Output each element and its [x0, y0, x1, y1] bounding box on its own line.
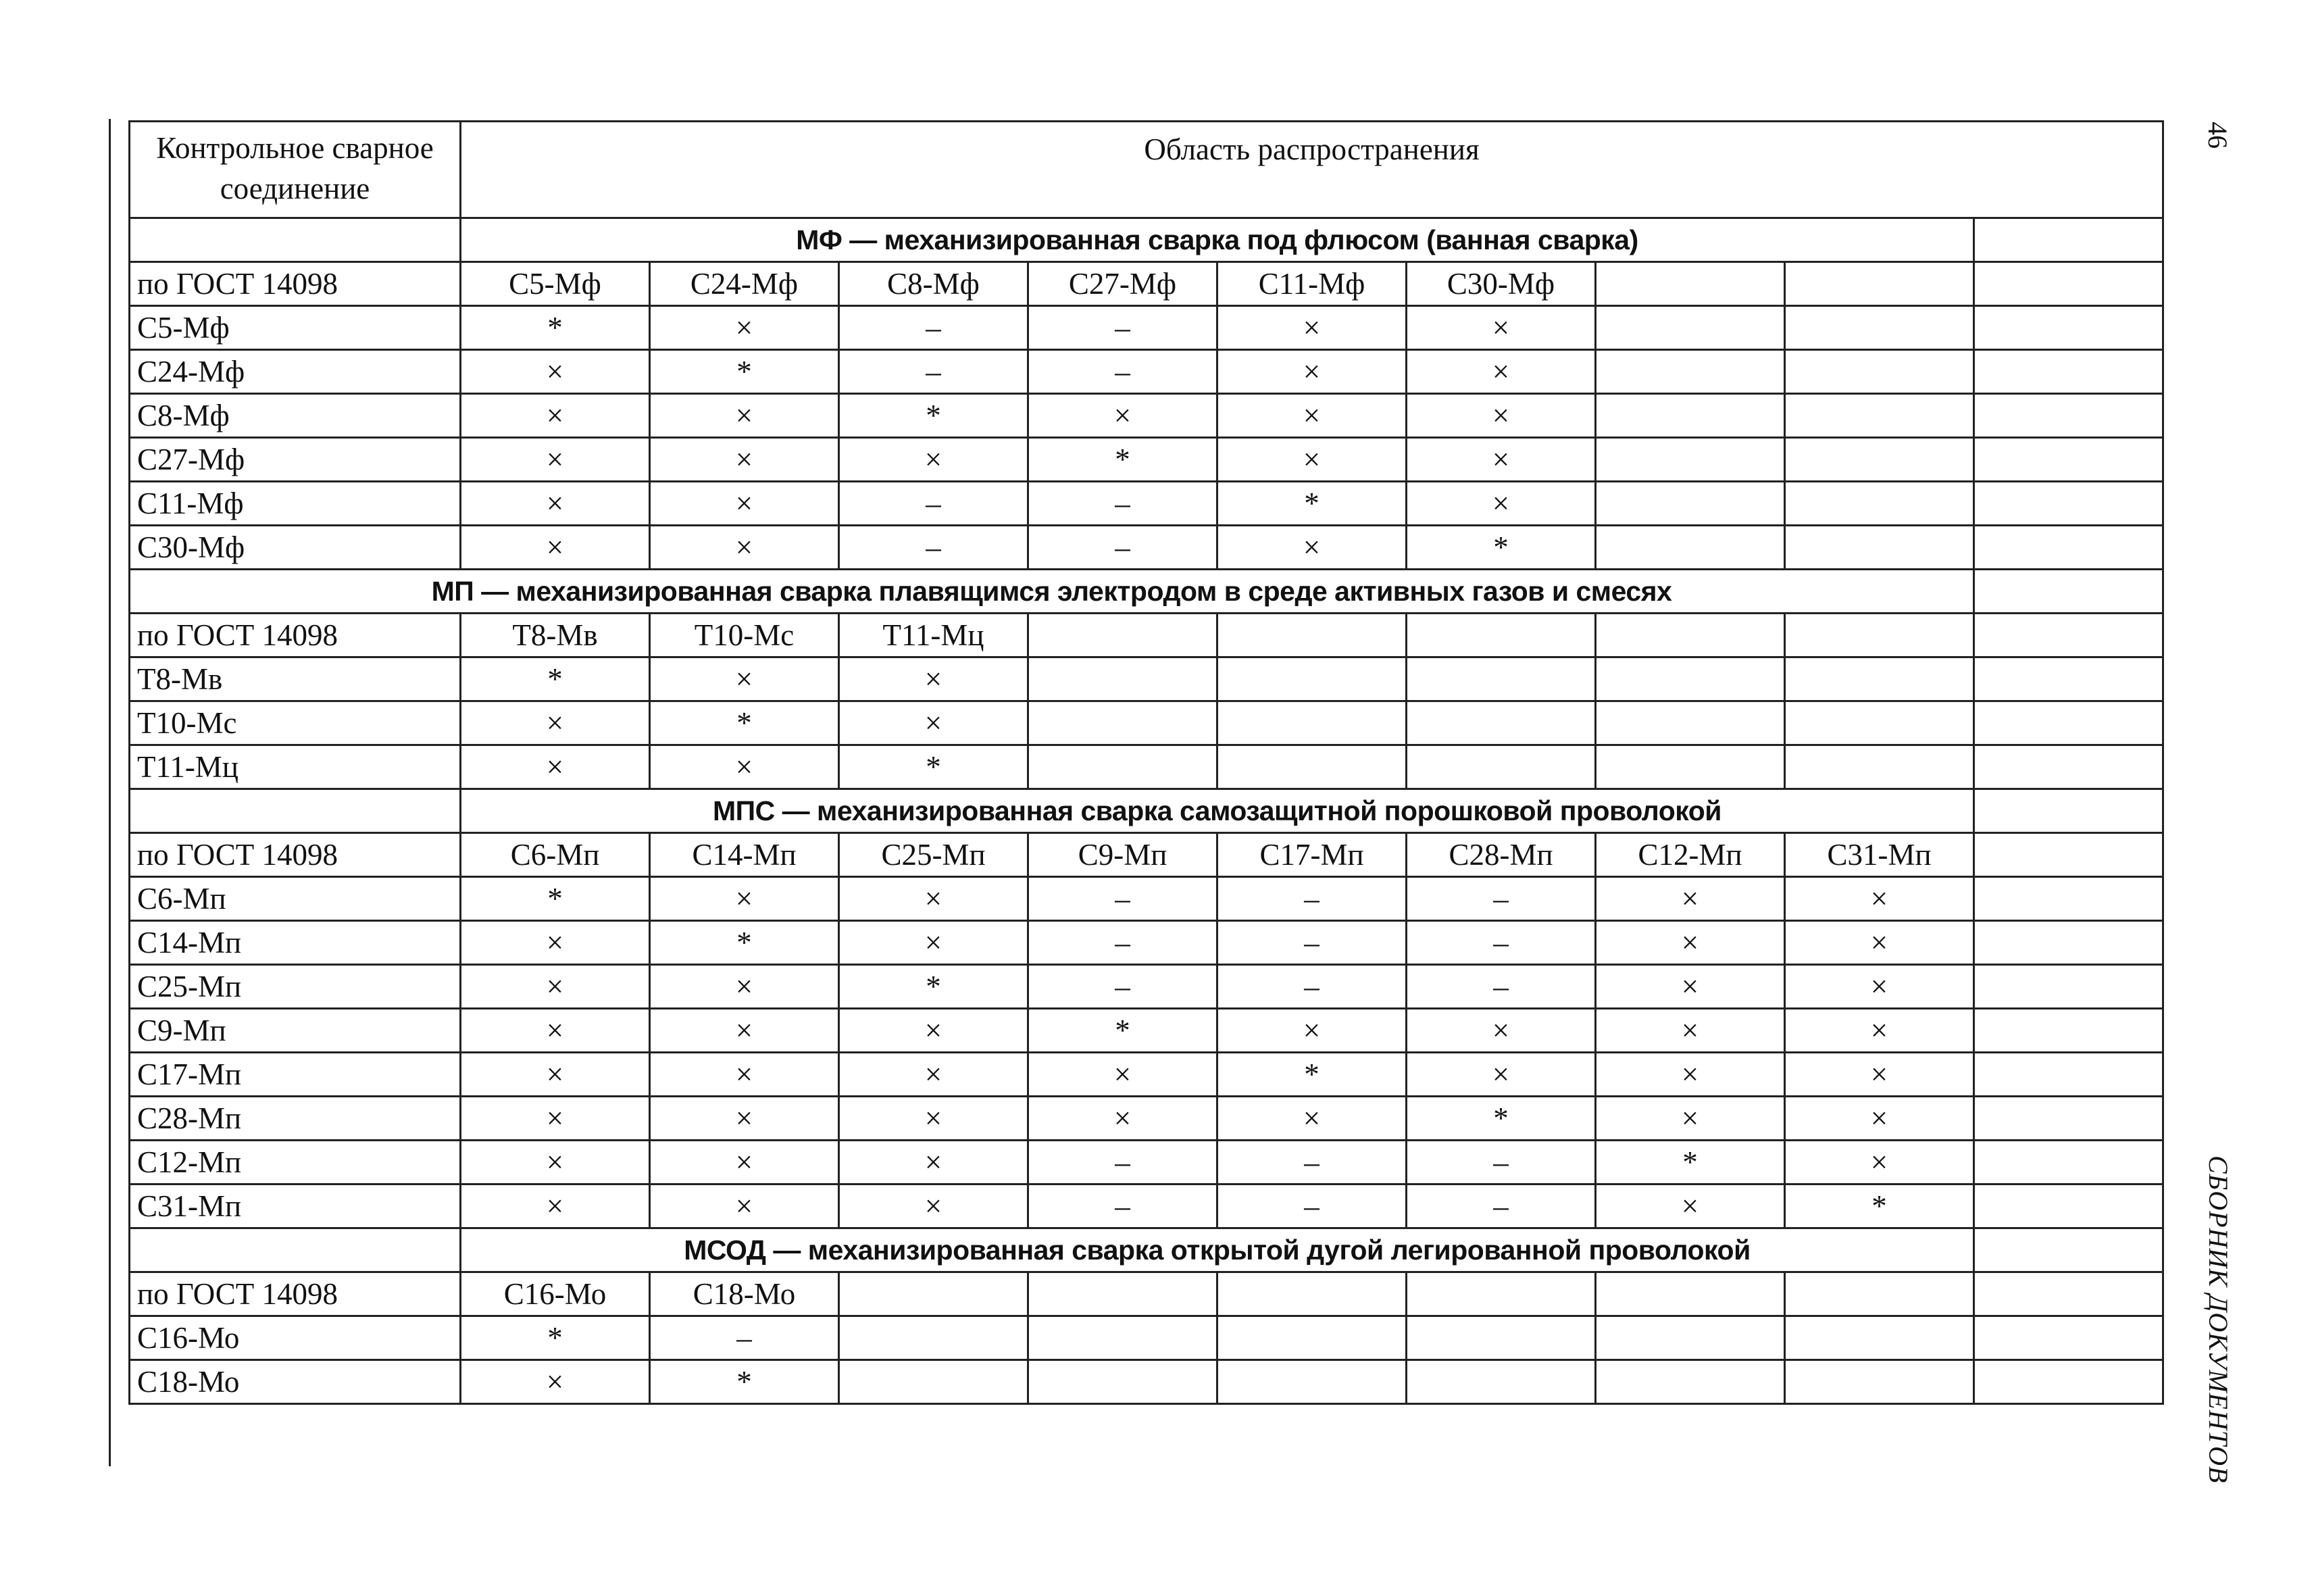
compatibility-cell: – [1407, 965, 1596, 1009]
table-row [130, 657, 2163, 701]
section-title: МПС — механизированная сварка самозащитной порошковой проволокой [461, 789, 1974, 833]
column-header [1596, 262, 1785, 306]
section-title-row [130, 789, 2163, 833]
compatibility-cell: × [1596, 1184, 1785, 1228]
compatibility-cell: × [1407, 482, 1596, 526]
empty-cell [1974, 1097, 2163, 1141]
table-row [130, 921, 2163, 965]
row-label: С17-Мп [130, 1053, 461, 1097]
column-header: С25-Мп [839, 833, 1028, 877]
compatibility-cell: * [461, 657, 650, 701]
empty-cell [1974, 701, 2163, 745]
compatibility-cell: × [1217, 1097, 1407, 1141]
compatibility-cell: × [839, 657, 1028, 701]
gost-label: по ГОСТ 14098 [130, 833, 461, 877]
compatibility-cell: – [1217, 1184, 1407, 1228]
column-header [1596, 1272, 1785, 1316]
compatibility-cell: × [461, 526, 650, 570]
compatibility-cell [1596, 438, 1785, 482]
compatibility-cell: – [1407, 1141, 1596, 1184]
row-label: С11-Мф [130, 482, 461, 526]
compatibility-cell: * [839, 965, 1028, 1009]
compatibility-cell [1596, 701, 1785, 745]
compatibility-cell: × [839, 1097, 1028, 1141]
compatibility-cell: × [461, 1184, 650, 1228]
empty-cell [1974, 438, 2163, 482]
table-row [130, 438, 2163, 482]
compatibility-cell: * [461, 1316, 650, 1360]
compatibility-cell [1785, 1316, 1974, 1360]
column-header [1407, 614, 1596, 657]
empty-cell [130, 789, 461, 833]
compatibility-cell: × [461, 482, 650, 526]
compatibility-cell: – [1028, 877, 1217, 921]
empty-cell [1974, 965, 2163, 1009]
row-label: С28-Мп [130, 1097, 461, 1141]
compatibility-cell [1785, 394, 1974, 438]
compatibility-cell [1028, 745, 1217, 789]
compatibility-cell: – [839, 306, 1028, 350]
compatibility-cell: × [650, 745, 839, 789]
compatibility-cell: – [839, 526, 1028, 570]
compatibility-cell: × [461, 350, 650, 394]
empty-cell [1974, 789, 2163, 833]
compatibility-cell: – [1407, 877, 1596, 921]
table-row [130, 1141, 2163, 1184]
compatibility-cell: – [1028, 306, 1217, 350]
empty-cell [1974, 1141, 2163, 1184]
column-header: С28-Мп [1407, 833, 1596, 877]
header-row [130, 122, 2163, 218]
compatibility-cell: × [650, 526, 839, 570]
compatibility-cell [1785, 306, 1974, 350]
row-label: С14-Мп [130, 921, 461, 965]
compatibility-cell: × [1217, 306, 1407, 350]
empty-cell [1974, 1228, 2163, 1272]
compatibility-cell: × [461, 701, 650, 745]
gost-label: по ГОСТ 14098 [130, 262, 461, 306]
compatibility-cell: × [1407, 438, 1596, 482]
empty-cell [1974, 745, 2163, 789]
column-header-row [130, 614, 2163, 657]
table-row [130, 745, 2163, 789]
empty-cell [1974, 306, 2163, 350]
compatibility-cell [1596, 657, 1785, 701]
empty-cell [130, 1228, 461, 1272]
column-header: С8-Мф [839, 262, 1028, 306]
compatibility-cell: × [461, 1141, 650, 1184]
row-label: С27-Мф [130, 438, 461, 482]
compatibility-cell [1407, 1316, 1596, 1360]
compatibility-cell: × [1596, 1009, 1785, 1053]
compatibility-cell: × [839, 701, 1028, 745]
column-header-row [130, 1272, 2163, 1316]
column-header: Т8-Мв [461, 614, 650, 657]
compatibility-cell [1217, 1360, 1407, 1404]
compatibility-cell: – [1217, 921, 1407, 965]
row-label: С24-Мф [130, 350, 461, 394]
compatibility-cell: * [1596, 1141, 1785, 1184]
compatibility-cell: * [650, 701, 839, 745]
compatibility-cell: × [461, 745, 650, 789]
compatibility-cell: × [650, 877, 839, 921]
compatibility-cell: × [1407, 350, 1596, 394]
row-label: С25-Мп [130, 965, 461, 1009]
column-header [1785, 614, 1974, 657]
compatibility-cell: × [1217, 526, 1407, 570]
compatibility-cell [1596, 526, 1785, 570]
compatibility-cell: × [839, 921, 1028, 965]
compatibility-cell: – [1028, 965, 1217, 1009]
compatibility-cell: × [650, 394, 839, 438]
compatibility-cell [1785, 657, 1974, 701]
compatibility-cell: × [461, 965, 650, 1009]
compatibility-cell: * [1785, 1184, 1974, 1228]
compatibility-cell [1217, 657, 1407, 701]
compatibility-cell: × [839, 438, 1028, 482]
compatibility-cell: – [839, 350, 1028, 394]
compatibility-cell: * [1217, 482, 1407, 526]
gost-label: по ГОСТ 14098 [130, 614, 461, 657]
row-label: С9-Мп [130, 1009, 461, 1053]
table-row [130, 1053, 2163, 1097]
compatibility-cell [1596, 350, 1785, 394]
row-label: С16-Мо [130, 1316, 461, 1360]
compatibility-cell: × [1217, 1009, 1407, 1053]
column-header: С16-Мо [461, 1272, 650, 1316]
compatibility-cell: – [1028, 526, 1217, 570]
column-header: С14-Мп [650, 833, 839, 877]
compatibility-cell: × [1596, 1097, 1785, 1141]
table-row [130, 1316, 2163, 1360]
compatibility-cell: × [1217, 438, 1407, 482]
compatibility-cell: * [1028, 1009, 1217, 1053]
compatibility-cell: – [1407, 1184, 1596, 1228]
compatibility-cell [1217, 1316, 1407, 1360]
compatibility-cell: × [650, 306, 839, 350]
compatibility-cell: × [461, 1053, 650, 1097]
column-header [1028, 1272, 1217, 1316]
empty-cell [1974, 1360, 2163, 1404]
compatibility-cell [1785, 438, 1974, 482]
compatibility-cell: × [1785, 1053, 1974, 1097]
table-row [130, 526, 2163, 570]
compatibility-cell: × [1217, 394, 1407, 438]
compatibility-cell [839, 1360, 1028, 1404]
empty-cell [1974, 921, 2163, 965]
gost-label: по ГОСТ 14098 [130, 1272, 461, 1316]
compatibility-cell: × [1028, 1097, 1217, 1141]
compatibility-cell: × [650, 438, 839, 482]
compatibility-cell: × [1785, 1097, 1974, 1141]
compatibility-cell [1785, 526, 1974, 570]
section-title: МСОД — механизированная сварка открытой дугой легированной проволокой [461, 1228, 1974, 1272]
compatibility-cell [1028, 701, 1217, 745]
compatibility-cell [1785, 482, 1974, 526]
compatibility-cell [839, 1316, 1028, 1360]
empty-cell [1974, 657, 2163, 701]
compatibility-cell: × [1596, 877, 1785, 921]
page-number: 46 [2203, 122, 2233, 149]
empty-cell [1974, 570, 2163, 614]
row-label: Т8-Мв [130, 657, 461, 701]
compatibility-cell [1596, 1360, 1785, 1404]
column-header: С5-Мф [461, 262, 650, 306]
compatibility-cell: * [650, 1360, 839, 1404]
column-header: С9-Мп [1028, 833, 1217, 877]
compatibility-cell [1217, 701, 1407, 745]
empty-cell [1974, 218, 2163, 262]
header-main-cell: Область распространения [461, 122, 2163, 218]
column-header [1407, 1272, 1596, 1316]
compatibility-cell: – [650, 1316, 839, 1360]
compatibility-cell: * [461, 877, 650, 921]
section-title-row [130, 570, 2163, 614]
compatibility-cell: × [1407, 306, 1596, 350]
compatibility-cell: × [1785, 1141, 1974, 1184]
column-header: С12-Мп [1596, 833, 1785, 877]
compatibility-cell [1028, 657, 1217, 701]
table-row [130, 1009, 2163, 1053]
compatibility-cell: × [461, 1097, 650, 1141]
compatibility-cell [1785, 745, 1974, 789]
table-body [130, 122, 2163, 1404]
compatibility-cell: – [1028, 350, 1217, 394]
column-header-row [130, 262, 2163, 306]
empty-cell [1974, 877, 2163, 921]
compatibility-cell: × [1596, 921, 1785, 965]
empty-cell [1974, 1272, 2163, 1316]
column-header [1028, 614, 1217, 657]
compatibility-cell: – [1217, 965, 1407, 1009]
column-header [1217, 614, 1407, 657]
empty-cell [1974, 394, 2163, 438]
compatibility-cell [1407, 657, 1596, 701]
compatibility-cell: × [1407, 1053, 1596, 1097]
compatibility-cell: × [650, 1097, 839, 1141]
empty-cell [1974, 482, 2163, 526]
column-header-row [130, 833, 2163, 877]
column-header: С24-Мф [650, 262, 839, 306]
column-header: С27-Мф [1028, 262, 1217, 306]
compatibility-cell: – [1028, 921, 1217, 965]
compatibility-cell: × [1407, 394, 1596, 438]
compatibility-cell: – [1407, 921, 1596, 965]
compatibility-cell: × [650, 657, 839, 701]
column-header: С31-Мп [1785, 833, 1974, 877]
table-row [130, 877, 2163, 921]
compatibility-cell: – [1217, 877, 1407, 921]
compatibility-cell: * [839, 394, 1028, 438]
empty-cell [1974, 1009, 2163, 1053]
section-title: МФ — механизированная сварка под флюсом (ванная сварка) [461, 218, 1974, 262]
empty-cell [1974, 262, 2163, 306]
column-header: С17-Мп [1217, 833, 1407, 877]
section-title: МП — механизированная сварка плавящимся электродом в среде активных газов и смесях [130, 570, 1974, 614]
compatibility-cell: × [650, 1009, 839, 1053]
compatibility-cell: × [1407, 1009, 1596, 1053]
empty-cell [1974, 1053, 2163, 1097]
compatibility-cell [1596, 306, 1785, 350]
side-title: СБОРНИК ДОКУМЕНТОВ [2203, 1155, 2234, 1484]
row-label: С8-Мф [130, 394, 461, 438]
compatibility-cell: × [461, 438, 650, 482]
coverage-table [128, 120, 2164, 1405]
section-title-row [130, 218, 2163, 262]
compatibility-cell: × [839, 877, 1028, 921]
compatibility-cell [1596, 482, 1785, 526]
compatibility-cell [1785, 1360, 1974, 1404]
compatibility-cell: × [650, 1141, 839, 1184]
header-left-cell: Контрольное сварное соединение [130, 122, 461, 218]
row-label: С12-Мп [130, 1141, 461, 1184]
column-header: С11-Мф [1217, 262, 1407, 306]
column-header [839, 1272, 1028, 1316]
compatibility-cell: × [461, 394, 650, 438]
compatibility-cell [1217, 745, 1407, 789]
table-row [130, 701, 2163, 745]
compatibility-cell: × [650, 1053, 839, 1097]
compatibility-cell: × [1785, 965, 1974, 1009]
compatibility-cell: × [1596, 965, 1785, 1009]
empty-cell [1974, 833, 2163, 877]
compatibility-cell: – [1028, 1141, 1217, 1184]
table-row [130, 1360, 2163, 1404]
empty-cell [1974, 350, 2163, 394]
row-label: Т11-Мц [130, 745, 461, 789]
compatibility-cell [1407, 701, 1596, 745]
compatibility-cell: * [839, 745, 1028, 789]
compatibility-cell: × [461, 1360, 650, 1404]
compatibility-cell: * [1407, 526, 1596, 570]
empty-cell [130, 218, 461, 262]
compatibility-cell [1785, 701, 1974, 745]
compatibility-cell: × [839, 1009, 1028, 1053]
table-row [130, 1097, 2163, 1141]
row-label: Т10-Мс [130, 701, 461, 745]
compatibility-cell: × [1028, 1053, 1217, 1097]
table-row [130, 1184, 2163, 1228]
compatibility-cell: × [1596, 1053, 1785, 1097]
compatibility-cell: – [1217, 1141, 1407, 1184]
compatibility-cell [1407, 1360, 1596, 1404]
column-header: Т10-Мс [650, 614, 839, 657]
compatibility-cell: × [839, 1141, 1028, 1184]
compatibility-cell: × [650, 965, 839, 1009]
empty-cell [1974, 526, 2163, 570]
compatibility-cell [1785, 350, 1974, 394]
column-header [1596, 614, 1785, 657]
compatibility-cell: × [839, 1184, 1028, 1228]
row-label: С30-Мф [130, 526, 461, 570]
compatibility-cell: – [839, 482, 1028, 526]
compatibility-cell: × [650, 482, 839, 526]
compatibility-cell [1407, 745, 1596, 789]
column-header [1217, 1272, 1407, 1316]
column-header: С18-Мо [650, 1272, 839, 1316]
column-header [1785, 1272, 1974, 1316]
row-label: С6-Мп [130, 877, 461, 921]
compatibility-cell: × [461, 1009, 650, 1053]
column-header: Т11-Мц [839, 614, 1028, 657]
empty-cell [1974, 1316, 2163, 1360]
table-row [130, 350, 2163, 394]
compatibility-cell [1028, 1316, 1217, 1360]
table-row [130, 482, 2163, 526]
compatibility-cell: – [1028, 482, 1217, 526]
empty-cell [1974, 1184, 2163, 1228]
row-label: С18-Мо [130, 1360, 461, 1404]
column-header: С30-Мф [1407, 262, 1596, 306]
compatibility-cell: – [1028, 1184, 1217, 1228]
compatibility-cell: * [1217, 1053, 1407, 1097]
compatibility-cell: * [1028, 438, 1217, 482]
compatibility-cell: × [461, 921, 650, 965]
compatibility-cell: × [1785, 877, 1974, 921]
table-row [130, 965, 2163, 1009]
compatibility-cell: × [1785, 1009, 1974, 1053]
compatibility-cell: × [650, 1184, 839, 1228]
compatibility-cell [1596, 394, 1785, 438]
section-title-row [130, 1228, 2163, 1272]
compatibility-cell: * [650, 921, 839, 965]
compatibility-cell: × [1217, 350, 1407, 394]
compatibility-cell [1596, 1316, 1785, 1360]
left-margin-rule [109, 119, 111, 1466]
table-row [130, 394, 2163, 438]
row-label: С31-Мп [130, 1184, 461, 1228]
compatibility-cell: * [650, 350, 839, 394]
empty-cell [1974, 614, 2163, 657]
compatibility-cell [1028, 1360, 1217, 1404]
column-header: С6-Мп [461, 833, 650, 877]
row-label: С5-Мф [130, 306, 461, 350]
table-row [130, 306, 2163, 350]
compatibility-cell [1596, 745, 1785, 789]
compatibility-cell: × [1785, 921, 1974, 965]
column-header [1785, 262, 1974, 306]
compatibility-cell: × [839, 1053, 1028, 1097]
compatibility-cell: * [461, 306, 650, 350]
compatibility-cell: * [1407, 1097, 1596, 1141]
compatibility-cell: × [1028, 394, 1217, 438]
